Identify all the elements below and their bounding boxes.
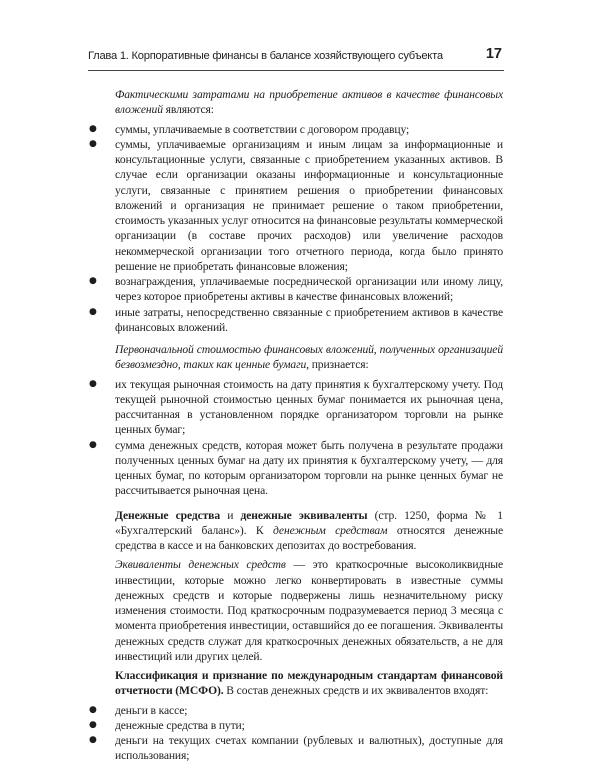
list-item [89,377,503,438]
page-body [89,87,503,764]
bullet-dot-icon: ● [89,704,97,715]
list-item-text: сумма денежных средств, которая может быть получена в результате продажи полученных ценных бумаг на дату их принятия к бухгалтерскому учету, — для ценных бумаг, по которым организатором торговли на рынке ценных бумаг не рассчитывается рыночная цена. [115,438,503,498]
list-item-text: деньги в кассе; [115,703,188,717]
term-equivalents: Эквиваленты денежных средств [115,558,286,572]
bullet-dot-icon: ● [89,276,97,286]
ifrs-paragraph [115,668,503,699]
cash-paragraph-text: относятся денежные средства в кассе и на банковских депозитах до востребования. [115,523,503,552]
list-item-text: суммы, уплачиваемые организациям и иным лицам за информационные и консультационные услуги, связанные с приобретением указанных активов. В случае если организации оказаны информационные и консультационные услуги, связанные с принятием решения о приобретении финансовых вложений и организация не принимает решение о таком приобретении, стоимость указанных услуг относится на финансовые результаты коммерческой организации (в составе прочих расходов) или увеличение расходов некоммерческой организации того отчетного периода, когда было принято решение не приобретать финансовые вложения; [115,137,503,273]
list-item [89,305,503,336]
bullet-dot-icon: ● [89,719,97,730]
page-number: 17 [485,46,502,62]
list-item [89,274,503,305]
equivalents-paragraph-text: — это краткосрочные высоколиквидные инвестиции, которые можно легко конвертировать в известные суммы денежных средств и которые подвержены лишь незначительному риску изменения стоимости. Под краткосрочным подразумевается период 3 месяца с момента приобретения инвестиции, оставшийся до ее погашения. Эквиваленты денежных средств служат для краткосрочных денежных обязательств, а не для инвестиций или других целей. [115,558,503,663]
list-item [89,122,503,137]
list-item-text: их текущая рыночная стоимость на дату принятия к бухгалтерскому учету. Под текущей рыночной стоимостью ценных бумаг понимается их рыночная цена, рассчитанная в установленном порядке организатором торговли на рынке ценных бумаг; [115,377,503,437]
term-cash-italic: денежным средствам [273,523,388,537]
term-cash: Денежные средства [115,508,221,522]
cash-paragraph-text: и [220,508,241,522]
bullet-dot-icon: ● [89,439,97,450]
list-item-text: денежные средства в пути; [115,718,245,732]
equivalents-paragraph [115,557,503,664]
cash-paragraph [115,508,503,554]
list-item-text: деньги на текущих счетах компании (рублевых и валютных), доступные для использования; [115,734,503,763]
list-item [89,718,503,733]
intro-actual-costs-rest: являются: [162,103,214,117]
bullet-dot-icon: ● [89,735,97,745]
ifrs-paragraph-text: В состав денежных средств и их эквивалентов входят: [223,684,489,698]
bullet-dot-icon: ● [89,306,97,317]
list-item-text: иные затраты, непосредственно связанные с приобретением активов в качестве финансовых вложений. [115,305,503,334]
intro-initial-cost-rest: признается: [308,358,369,372]
bullet-dot-icon: ● [89,378,97,389]
list-item [89,733,503,764]
page-header [88,44,504,71]
intro-initial-cost [115,342,503,373]
heading-ifrs: Классификация и признание по международным стандартам финансовой отчетности (МСФО). [115,669,503,698]
list-item-text: суммы, уплачиваемые в соответствии с договором продавцу; [115,122,410,136]
cash-paragraph-text: (стр. 1250, форма № 1 «Бухгалтерский баланс»). К [115,508,503,537]
running-head: Глава 1. Корпоративные финансы в балансе хозяйствующего субъекта [88,50,443,62]
term-actual-costs: Фактическими затратами на приобретение активов в качестве финансовых вложений [115,88,503,117]
list-item-text: вознаграждения, уплачиваемые посреднической организации или иному лицу, через которое приобретены активы в качестве финансовых вложений; [115,275,503,304]
bullet-dot-icon: ● [89,123,97,134]
cash-components-list [89,703,503,764]
bullet-dot-icon: ● [89,138,97,149]
list-item [89,438,503,499]
list-item [89,703,503,718]
list-item [89,137,503,274]
actual-costs-list [89,122,503,336]
intro-actual-costs [115,87,503,118]
term-initial-cost: Первоначальной стоимостью финансовых вложений, полученных организацией безвозмездно, таких как ценные бумаги, [115,343,503,372]
term-cash-equivalents: денежные эквиваленты [240,508,368,522]
initial-cost-list [89,377,503,499]
